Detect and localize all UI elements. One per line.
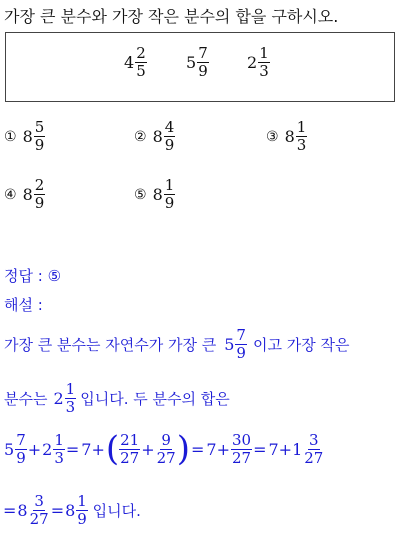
equation-line-2: = 8 $\frac{3}{27}$ = 8 $\frac{1}{9}$ 입니다. bbox=[3, 492, 141, 528]
answer-value: ⑤ bbox=[47, 267, 62, 285]
option-3[interactable]: ③ 8 $\frac{1}{3}$ bbox=[266, 118, 307, 154]
fraction-smallest: 2 $\frac{1}{3}$ bbox=[53, 380, 76, 416]
explanation-line-1: 가장 큰 분수는 자연수가 가장 큰 5 $\frac{7}{9}$ 이고 가장 작은 bbox=[4, 326, 350, 362]
option-mark: ① bbox=[4, 128, 17, 145]
option-4[interactable]: ④ 8 $\frac{2}{9}$ bbox=[4, 176, 45, 212]
option-2[interactable]: ② 8 $\frac{4}{9}$ bbox=[134, 118, 175, 154]
fraction-largest: 5 $\frac{7}{9}$ bbox=[224, 326, 246, 362]
explanation-label: 해설 : bbox=[4, 296, 43, 314]
option-mark: ② bbox=[134, 128, 147, 145]
explanation-line-2: 분수는 2 $\frac{1}{3}$ 입니다. 두 분수의 합은 bbox=[4, 380, 230, 416]
option-1[interactable]: ① 8 $\frac{5}{9}$ bbox=[4, 118, 45, 154]
option-mark: ④ bbox=[4, 186, 17, 203]
question-text: 가장 큰 분수와 가장 작은 분수의 합을 구하시오. bbox=[4, 7, 339, 26]
answer-label: 정답 : bbox=[4, 267, 48, 285]
given-fraction-2: 5 $\frac{7}{9}$ bbox=[186, 44, 208, 80]
answer-line bbox=[4, 265, 61, 286]
equation-line-1: 5 $\frac{7}{9}$ + 2 $\frac{1}{3}$ = 7+ ( $\frac{21}{27}$ + $\frac{9}{27}$ ) = 7+ $\frac{30}{27}$ = 7+1 $\frac{3}{27}$ bbox=[4, 429, 324, 469]
given-fraction-1: 4 $\frac{2}{5}$ bbox=[124, 44, 146, 80]
option-mark: ③ bbox=[266, 128, 279, 145]
option-5[interactable]: ⑤ 8 $\frac{1}{9}$ bbox=[134, 176, 175, 212]
given-fraction-3: 2 $\frac{1}{3}$ bbox=[247, 44, 269, 80]
option-mark: ⑤ bbox=[134, 186, 147, 203]
